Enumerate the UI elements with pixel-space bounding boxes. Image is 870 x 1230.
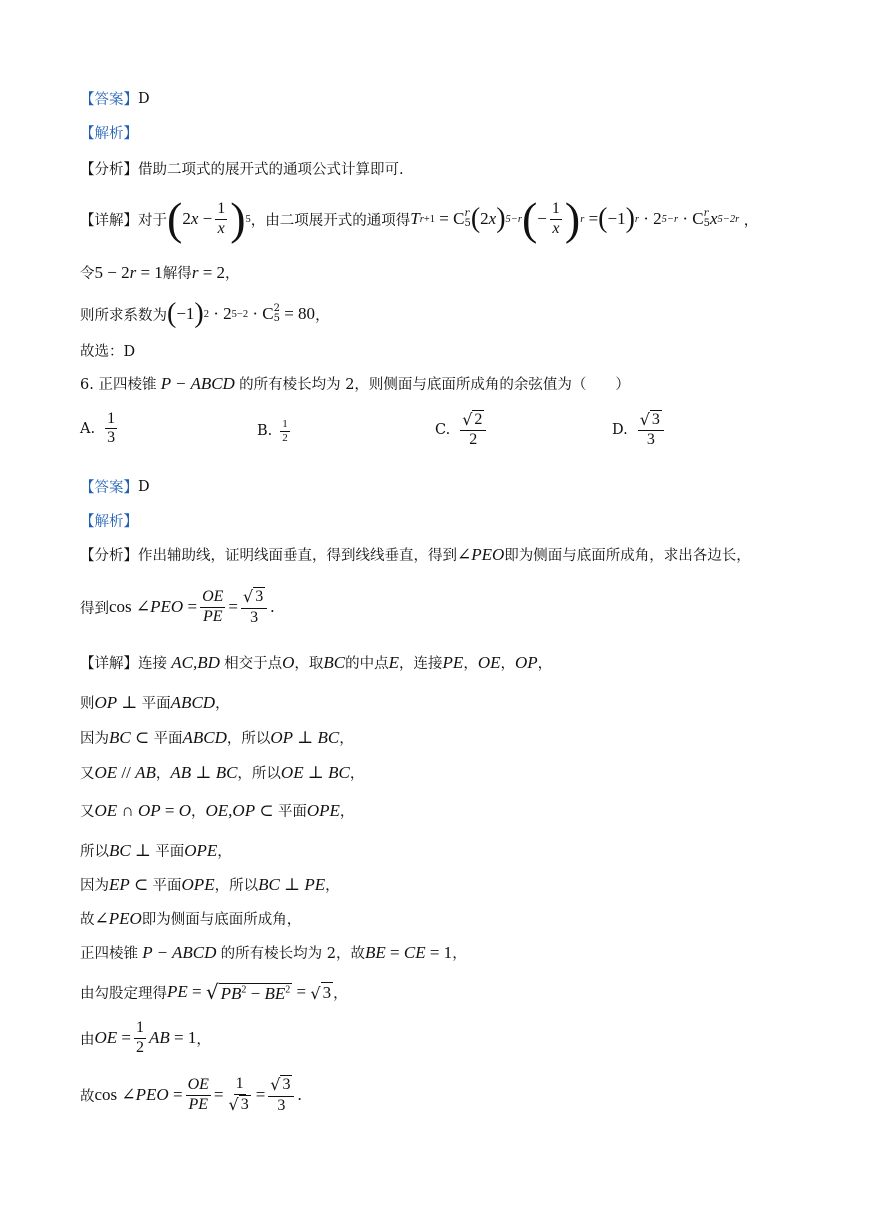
q6-fenxi-line <box>80 544 751 565</box>
option-a-label: A. <box>80 420 96 437</box>
q6-detail-line11: 由 OE = $\frac{1}{2}$ AB = 1 ， <box>80 1019 211 1056</box>
fenxi-text: 借助二项式的展开式的通项公式计算即可. <box>138 162 404 178</box>
q6-detail-line10: 由勾股定理得 PE = √ $PB^2 - BE^2$ = √ 3 ， <box>80 980 348 1004</box>
option-a-value: $\frac{1}{3}$ <box>107 410 116 447</box>
math-pe-oe-op: PE <box>442 652 464 672</box>
option-d-value: √ 3 3 <box>638 410 664 450</box>
option-b[interactable] <box>257 418 293 444</box>
q6-detail-line5: 又 OE ∩ OP = O ， OE,OP ⊂ 平面 OPE ， <box>80 800 355 820</box>
text-pingmian: 平面 <box>277 804 307 820</box>
q6-detail-line9: 正四棱锥 P − ABCD 的所有棱长均为 2，故 BE = CE = 1 ， <box>80 942 467 962</box>
text-pingmian: 平面 <box>152 878 182 894</box>
q6-question-line <box>80 373 630 394</box>
text-gougu: 由勾股定理得 <box>80 985 167 1002</box>
text-gu-tail: 即为侧面与底面所成角， <box>141 912 302 928</box>
math-o: O <box>282 652 295 672</box>
angle-peo: ∠PEO <box>457 544 505 564</box>
text-gu: 故 <box>80 1088 95 1105</box>
ling-mid: 解得 <box>162 266 192 282</box>
text-pingmian: 平面 <box>153 731 183 747</box>
text-suoyi: ，所以 <box>226 731 271 747</box>
option-d-label: D. <box>612 421 628 438</box>
q5-analysis-line <box>80 122 138 143</box>
text-you: 又 <box>80 766 95 782</box>
text-yinwei: 因为 <box>80 878 109 894</box>
option-c[interactable] <box>435 410 489 450</box>
option-c-value: √ 2 2 <box>460 410 486 450</box>
text-suoyi: ，所以 <box>214 878 259 894</box>
analysis-tag: 【解析】 <box>80 126 138 142</box>
q6-fenxi-tag: 【分析】 <box>80 548 138 564</box>
q6-detail-line7: 因为 EP ⊂ 平面 OPE ，所以 BC ⊥ PE ， <box>80 874 340 894</box>
oe-expression: OE = $\frac{1}{2}$ AB = 1 <box>94 1019 197 1056</box>
text-pyr2: 的所有棱长均为 2，故 <box>220 946 365 962</box>
pyramid-name: P − ABCD <box>156 373 240 393</box>
pythagoras-expression: PE = √ $PB^2 - BE^2$ = √ 3 <box>167 980 332 1004</box>
answer-value: D <box>138 90 150 107</box>
q6-dedao-line <box>80 585 274 629</box>
detail-prefix: 对于 <box>138 212 167 229</box>
q6-question-tail: 的所有棱长均为 2，则侧面与底面所成角的余弦值为（ ） <box>239 377 630 393</box>
detail-mid: ，由二项展开式的通项得 <box>250 212 411 229</box>
answer-tag: 【答案】 <box>80 92 138 108</box>
q6-detail-line3: 因为 BC ⊂ 平面 ABCD ，所以 OP ⊥ BC ， <box>80 727 354 747</box>
q6-fenxi-text1: 作出辅助线，证明线面垂直，得到线线垂直，得到 <box>138 548 457 564</box>
guxuan-text: 故选：D <box>80 344 136 360</box>
binomial-expression: ( 2 x − $\frac{1}{x}$ ) 5 <box>167 193 251 244</box>
q6-question: 6. 正四棱锥 <box>80 377 157 393</box>
general-term-formula: T r +1 = C r 5 ( 2 x ) 5−r ( − $\frac{1}{x}$ ) r = ( −1 ) r · 2 5−r · C r 5 x 5−2r ， <box>410 193 759 244</box>
detail-tag: 【详解】 <box>80 212 138 229</box>
math-acbd: AC,BD <box>167 652 225 672</box>
q6-detail-line6: 所以 BC ⊥ 平面 OPE ， <box>80 840 232 860</box>
math-e: E <box>388 652 400 672</box>
ze-text: 则所求系数为 <box>80 307 167 324</box>
q6-analysis-line <box>80 510 138 531</box>
dedao-text: 得到 <box>80 600 109 617</box>
option-a[interactable] <box>80 410 120 448</box>
text-gu: 故 <box>80 912 95 928</box>
q6-detail-line8: 故 ∠PEO 即为侧面与底面所成角， <box>80 908 302 928</box>
q6-detail-line1: 【详解】 连接 AC,BD 相交于点 O ，取 BC 的中点 E ，连接 PE ， OE ， OP ， <box>80 652 553 672</box>
ling-label: 令 <box>80 266 95 282</box>
option-d[interactable] <box>612 410 667 450</box>
q6-answer-line <box>80 476 150 497</box>
text-you: 又 <box>80 804 95 820</box>
q6-detail-tag: 【详解】 <box>80 656 138 672</box>
text-zhongdian: 的中点 <box>345 656 389 672</box>
final-cos-expression: cos ∠PEO = $\frac{OE}{PE}$ = 1 √ 3 = √ 3 3 . <box>94 1075 302 1114</box>
q5-detail-line <box>80 194 758 244</box>
coefficient-expression: ( −1 ) 2 · 2 5−2 · C 2 5 = 80 ， <box>167 298 330 329</box>
text-lianjie2: ，连接 <box>399 656 443 672</box>
q6-detail-line4: 又 OE // AB ， AB ⊥ BC ，所以 OE ⊥ BC ， <box>80 762 365 782</box>
text-pingmian: 平面 <box>141 696 171 712</box>
q5-coef-line <box>80 300 330 328</box>
cos-peo-expression: cos ∠PEO = $\frac{OE}{PE}$ = √ 3 3 . <box>109 587 275 626</box>
r-value: r = 2 <box>191 262 226 282</box>
math-op-perp: OP <box>94 692 118 712</box>
math-bc: BC <box>323 652 346 672</box>
q6-answer-tag: 【答案】 <box>80 480 138 496</box>
text-xiangjiao: 相交于点 <box>224 656 283 672</box>
text-yinwei: 因为 <box>80 731 109 747</box>
q6-fenxi-text2: 即为侧面与底面所成角，求出各边长， <box>504 548 751 564</box>
q6-detail-line2: 则 OP ⊥ 平面 ABCD ， <box>80 692 230 712</box>
text-suoyi2: 所以 <box>80 844 109 860</box>
option-b-value: $\frac{1}{2}$ <box>282 418 288 444</box>
option-b-label: B. <box>257 423 273 440</box>
text-pingmian: 平面 <box>155 844 185 860</box>
equation-5-2r: 5 − 2r = 1 <box>94 262 163 282</box>
q6-analysis-tag: 【解析】 <box>80 514 138 530</box>
text-suoyi: ，所以 <box>237 766 281 782</box>
text-qu: ，取 <box>294 656 324 672</box>
text-ze: 则 <box>80 696 95 712</box>
q5-guxuan-line <box>80 340 135 361</box>
q5-answer-line <box>80 88 150 109</box>
q5-ling-line: 令 5 − 2r = 1 解得 r = 2 ， <box>80 262 240 282</box>
text-lianjie: 连接 <box>138 656 167 672</box>
text-you2: 由 <box>80 1031 95 1048</box>
fenxi-tag: 【分析】 <box>80 162 138 178</box>
text-pyr1: 正四棱锥 <box>80 946 138 962</box>
q6-answer-value: D <box>138 478 150 495</box>
q5-fenxi-line <box>80 158 404 179</box>
q6-detail-line12 <box>80 1070 302 1120</box>
option-c-label: C. <box>435 421 451 438</box>
